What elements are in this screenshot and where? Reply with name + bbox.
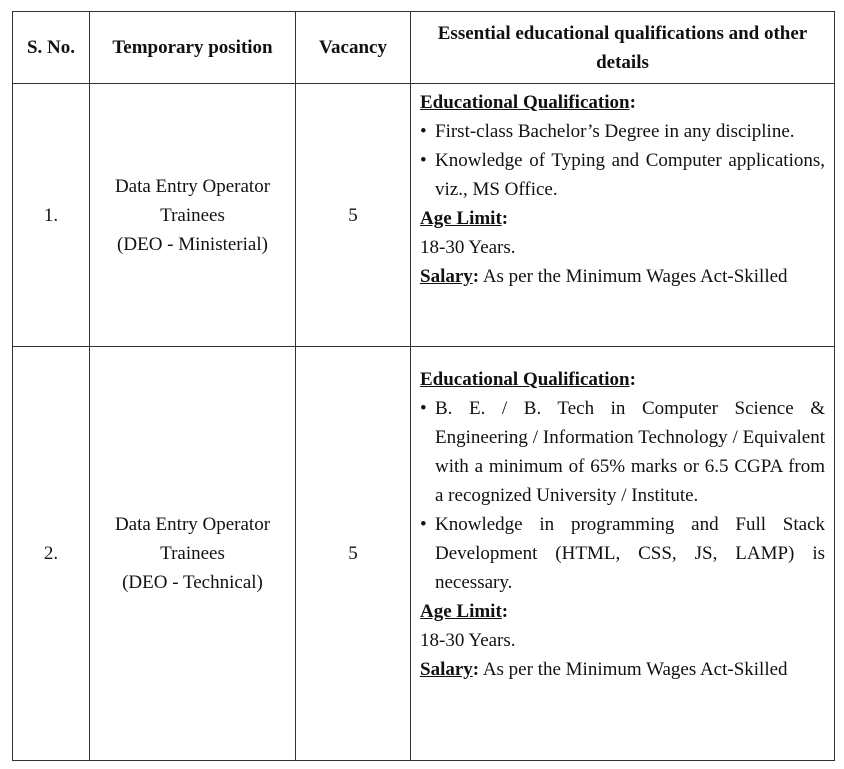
edu-list bbox=[420, 117, 825, 204]
salary-label: Salary bbox=[420, 266, 473, 287]
row-details: Educational Qualification: • B. E. / B. Tech in Computer Science & Engineering / Information Technology / Equivalent with a minimum of 65% marks or 6.5 CGPA from a recognized University / Institute. • Knowledge in programming and Full Stack Development (HTML, CSS, JS, LAMP) is necessary. Age Limit: 18-30 Years. Salary: As per the Minimum Wages Act-Skilled bbox=[411, 347, 835, 761]
header-position: Temporary position bbox=[90, 12, 296, 84]
table-row bbox=[13, 347, 835, 761]
row-vacancy: 5 bbox=[296, 347, 411, 761]
table-row bbox=[13, 84, 835, 347]
row-vacancy: 5 bbox=[296, 84, 411, 347]
bullet-icon: • bbox=[420, 398, 427, 419]
header-details: Essential educational qualifications and other details bbox=[411, 12, 835, 84]
row-sno: 1. bbox=[13, 84, 90, 347]
age-label: Age Limit bbox=[420, 601, 502, 622]
position-line: Data Entry Operator bbox=[114, 175, 271, 197]
salary-value: As per the Minimum Wages Act-Skilled bbox=[482, 266, 788, 287]
edu-label: Educational Qualification bbox=[420, 92, 630, 113]
header-vacancy: Vacancy bbox=[296, 12, 411, 84]
age-label: Age Limit bbox=[420, 208, 502, 229]
salary-value: As per the Minimum Wages Act-Skilled bbox=[482, 659, 788, 680]
position-line: (DEO - Ministerial) bbox=[117, 233, 268, 255]
row-details: Educational Qualification: • First-class Bachelor’s Degree in any discipline. • Knowledge of Typing and Computer applications, viz., MS Office. Age Limit: 18-30 Years. Salary: As per the Minimum Wages Act-Skilled bbox=[411, 84, 835, 347]
edu-label: Educational Qualification bbox=[420, 369, 630, 390]
header-sno: S. No. bbox=[13, 12, 90, 84]
bullet-icon: • bbox=[420, 121, 427, 142]
position-line: (DEO - Technical) bbox=[122, 572, 263, 593]
age-value: 18-30 Years. bbox=[420, 630, 516, 651]
list-item: • Knowledge of Typing and Computer applications, viz., MS Office. bbox=[420, 146, 825, 204]
row-position bbox=[90, 84, 296, 347]
row-position bbox=[90, 347, 296, 761]
position-line: Trainees bbox=[160, 204, 225, 226]
salary-label: Salary bbox=[420, 659, 473, 680]
table-header-row bbox=[13, 12, 835, 84]
list-item: • First-class Bachelor’s Degree in any discipline. bbox=[420, 117, 825, 146]
edu-list bbox=[420, 394, 825, 597]
list-item: • B. E. / B. Tech in Computer Science & Engineering / Information Technology / Equivalent with a minimum of 65% marks or 6.5 CGPA from a recognized University / Institute. bbox=[420, 394, 825, 510]
bullet-icon: • bbox=[420, 514, 427, 535]
list-item: • Knowledge in programming and Full Stack Development (HTML, CSS, JS, LAMP) is necessary. bbox=[420, 510, 825, 597]
row-sno: 2. bbox=[13, 347, 90, 761]
age-value: 18-30 Years. bbox=[420, 237, 516, 258]
position-line: Trainees bbox=[160, 543, 225, 564]
vacancy-table bbox=[12, 11, 835, 761]
bullet-icon: • bbox=[420, 150, 427, 171]
position-line: Data Entry Operator bbox=[114, 514, 271, 535]
